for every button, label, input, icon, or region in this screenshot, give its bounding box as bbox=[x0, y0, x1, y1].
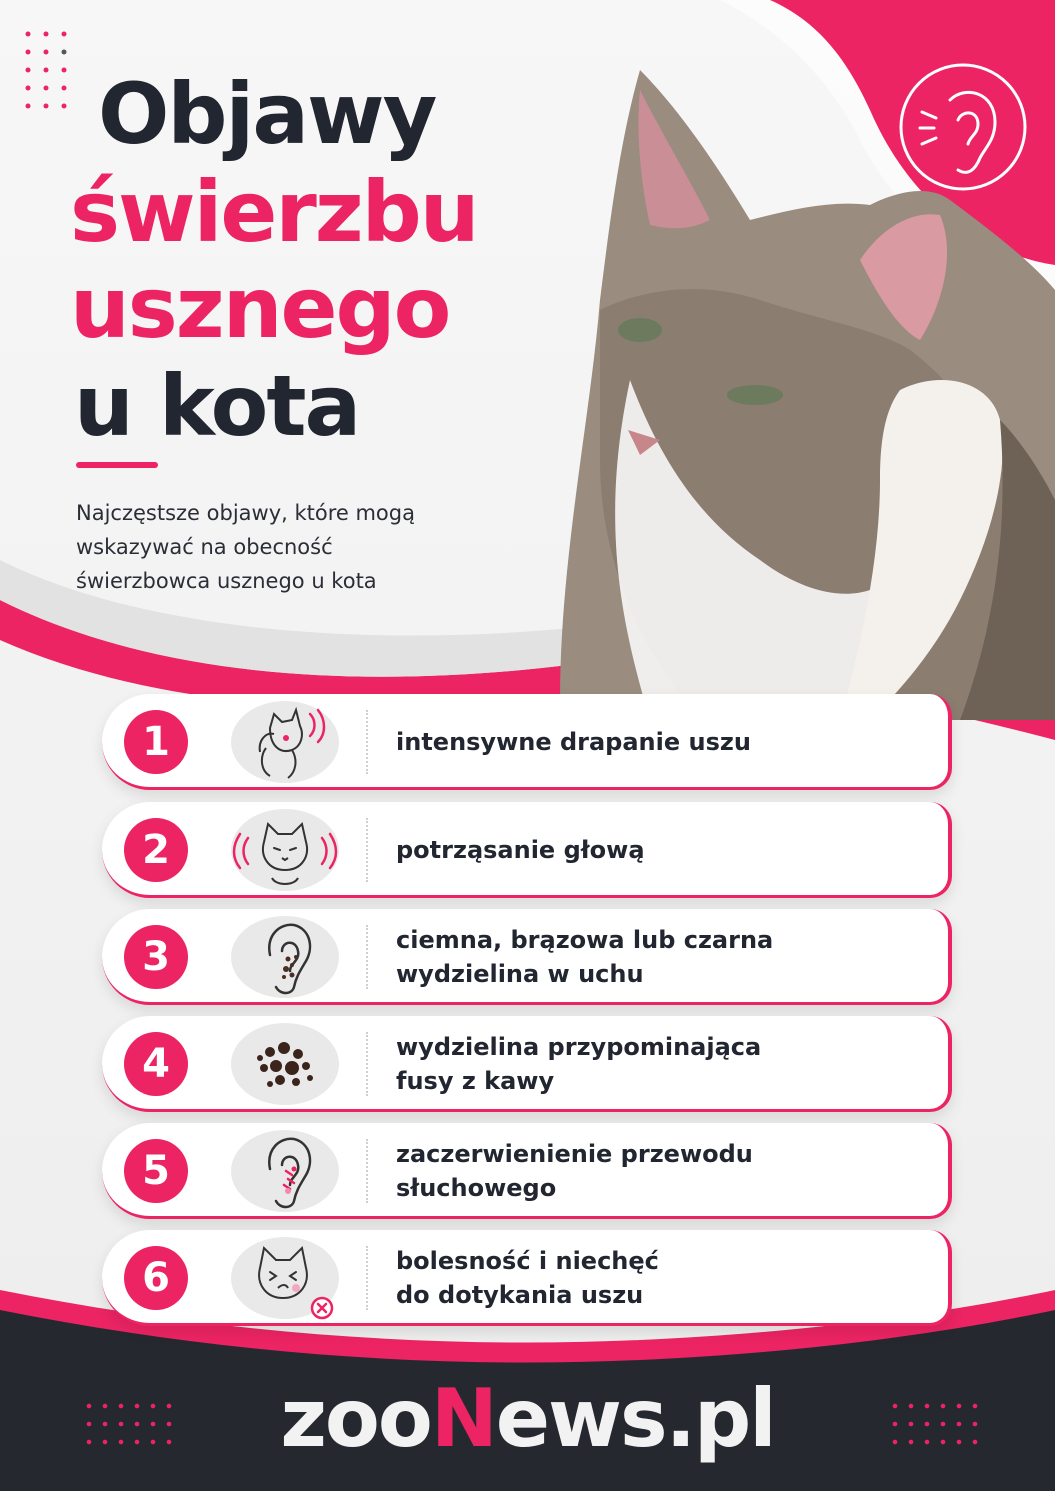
symptom-text-line: bolesność i niechęć bbox=[396, 1247, 659, 1275]
symptom-text-line: słuchowego bbox=[396, 1174, 557, 1202]
logo-accent-letter: N bbox=[430, 1372, 496, 1465]
cat-shaking-head-icon bbox=[230, 808, 340, 892]
subtitle-line: świerzbowca usznego u kota bbox=[76, 569, 377, 593]
symptom-card-3 bbox=[102, 909, 952, 1005]
card-divider bbox=[366, 1032, 368, 1096]
symptom-text-line: ciemna, brązowa lub czarna bbox=[396, 926, 774, 954]
symptom-text-line: wydzielina w uchu bbox=[396, 960, 644, 988]
ear-with-discharge-icon bbox=[230, 915, 340, 999]
zoonews-logo[interactable] bbox=[0, 1372, 1055, 1465]
subtitle bbox=[76, 496, 496, 598]
symptom-text-line: zaczerwienienie przewodu bbox=[396, 1140, 753, 1168]
coffee-grounds-icon bbox=[230, 1022, 340, 1106]
symptom-card-5 bbox=[102, 1123, 952, 1219]
symptom-card-4 bbox=[102, 1016, 952, 1112]
subtitle-line: wskazywać na obecność bbox=[76, 535, 333, 559]
subtitle-line: Najczęstsze objawy, które mogą bbox=[76, 501, 415, 525]
symptom-card-1 bbox=[102, 694, 952, 790]
red-ear-canal-icon bbox=[230, 1129, 340, 1213]
symptom-number: 4 bbox=[124, 1032, 188, 1096]
symptom-number: 2 bbox=[124, 818, 188, 882]
card-divider bbox=[366, 1139, 368, 1203]
card-divider bbox=[366, 925, 368, 989]
cat-scratching-ear-icon bbox=[230, 700, 340, 784]
symptom-number: 6 bbox=[124, 1246, 188, 1310]
symptom-text-line: potrząsanie głową bbox=[396, 836, 645, 864]
title-line-2: świerzbu bbox=[70, 163, 478, 261]
symptom-card-2 bbox=[102, 802, 952, 898]
symptom-text-line: fusy z kawy bbox=[396, 1067, 555, 1095]
title-line-4: u kota bbox=[74, 357, 360, 455]
title-underline bbox=[76, 462, 158, 468]
logo-part-2: ews.pl bbox=[495, 1372, 775, 1465]
symptom-number: 5 bbox=[124, 1139, 188, 1203]
dots-decoration-top bbox=[22, 28, 72, 120]
symptom-text-line: do dotykania uszu bbox=[396, 1281, 644, 1309]
symptom-text bbox=[396, 694, 751, 790]
title-line-1: Objawy bbox=[98, 65, 436, 163]
logo-part-1: zoo bbox=[280, 1372, 431, 1465]
symptom-text-line: wydzielina przypominająca bbox=[396, 1033, 762, 1061]
symptom-text bbox=[396, 1123, 753, 1219]
symptom-card-6 bbox=[102, 1230, 952, 1326]
title-line-3: usznego bbox=[70, 259, 450, 357]
symptom-text-line: intensywne drapanie uszu bbox=[396, 728, 751, 756]
card-divider bbox=[366, 818, 368, 882]
symptom-number: 3 bbox=[124, 925, 188, 989]
card-divider bbox=[366, 710, 368, 774]
symptom-text bbox=[396, 802, 645, 898]
card-divider bbox=[366, 1246, 368, 1310]
symptom-number: 1 bbox=[124, 710, 188, 774]
symptom-text bbox=[396, 1230, 659, 1326]
symptom-text bbox=[396, 1016, 761, 1112]
symptom-text bbox=[396, 909, 773, 1005]
cat-pain-icon bbox=[230, 1236, 340, 1320]
